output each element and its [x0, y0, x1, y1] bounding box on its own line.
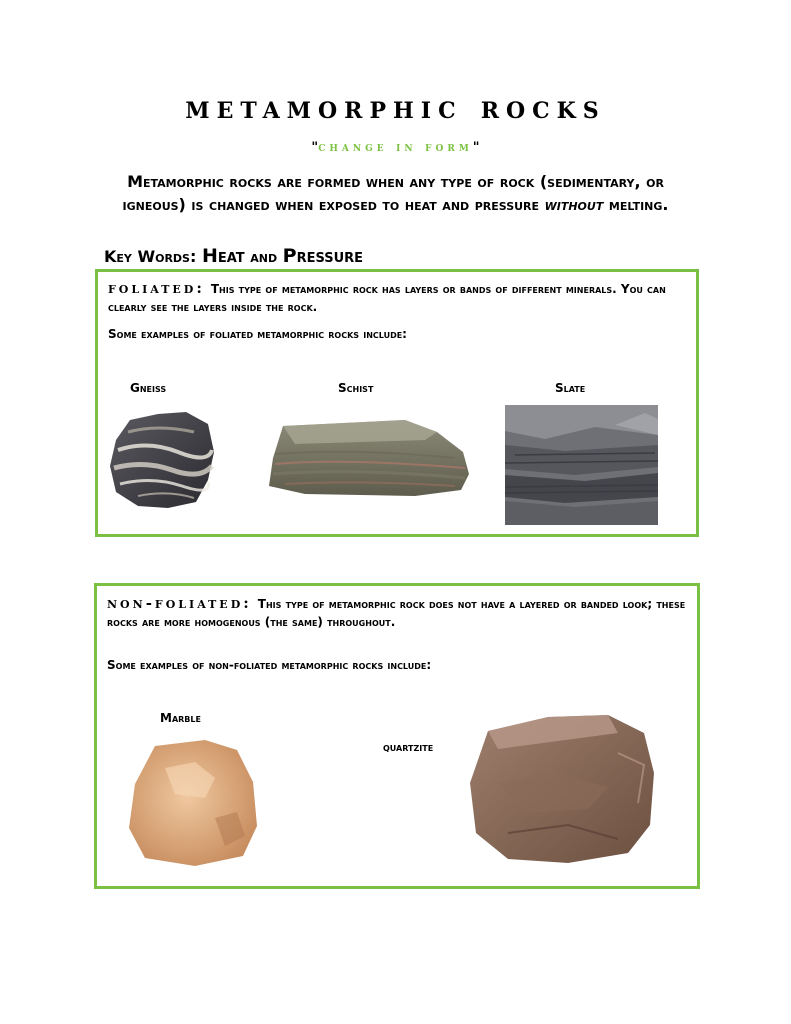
non-foliated-text: This type of metamorphic rock does not have a layered or banded look; these rocks are more homogenous (the same) throughout. — [107, 597, 686, 629]
rock-label-schist: Schist — [338, 381, 374, 395]
intro-emphasis: without — [544, 195, 604, 214]
non-foliated-heading: non-foliated: — [107, 594, 252, 612]
subtitle-close-quote: " — [472, 140, 480, 155]
subtitle-open-quote: " — [311, 140, 319, 155]
rock-label-slate: Slate — [555, 381, 586, 395]
foliated-heading: foliated: — [108, 279, 205, 297]
keyword-and: and — [244, 247, 283, 266]
foliated-description — [108, 279, 680, 316]
rock-label-marble: Marble — [160, 711, 201, 725]
gneiss-image — [108, 410, 218, 510]
foliated-examples-intro: Some examples of foliated metamorphic rocks include: — [108, 327, 407, 341]
intro-paragraph — [100, 170, 691, 216]
keyword-heat: Heat — [201, 245, 245, 267]
intro-text-1: Metamorphic rocks are formed when any type of rock (sedimentary, or igneous) is changed when exposed to heat and pressure — [122, 172, 664, 214]
non-foliated-examples-intro: Some examples of non-foliated metamorphic rocks include: — [107, 658, 432, 672]
keyword-pressure: Pressure — [282, 245, 364, 267]
quartzite-image — [468, 713, 658, 865]
key-words-label: Key Words: — [104, 247, 202, 266]
marble-image — [125, 738, 265, 868]
schist-image — [265, 418, 475, 498]
rock-label-quartzite: quartzite — [383, 740, 434, 754]
page-title: metamorphic rocks — [185, 88, 606, 126]
non-foliated-description — [107, 594, 687, 631]
subtitle-text: change in form — [318, 140, 473, 155]
rock-label-gneiss: Gneiss — [130, 381, 167, 395]
foliated-text: This type of metamorphic rock has layers or bands of different minerals. You can clearly see the layers inside the rock. — [108, 282, 666, 314]
intro-text-2: melting. — [603, 195, 669, 214]
key-words — [104, 245, 363, 267]
page-subtitle — [0, 140, 791, 155]
slate-image — [505, 405, 658, 525]
